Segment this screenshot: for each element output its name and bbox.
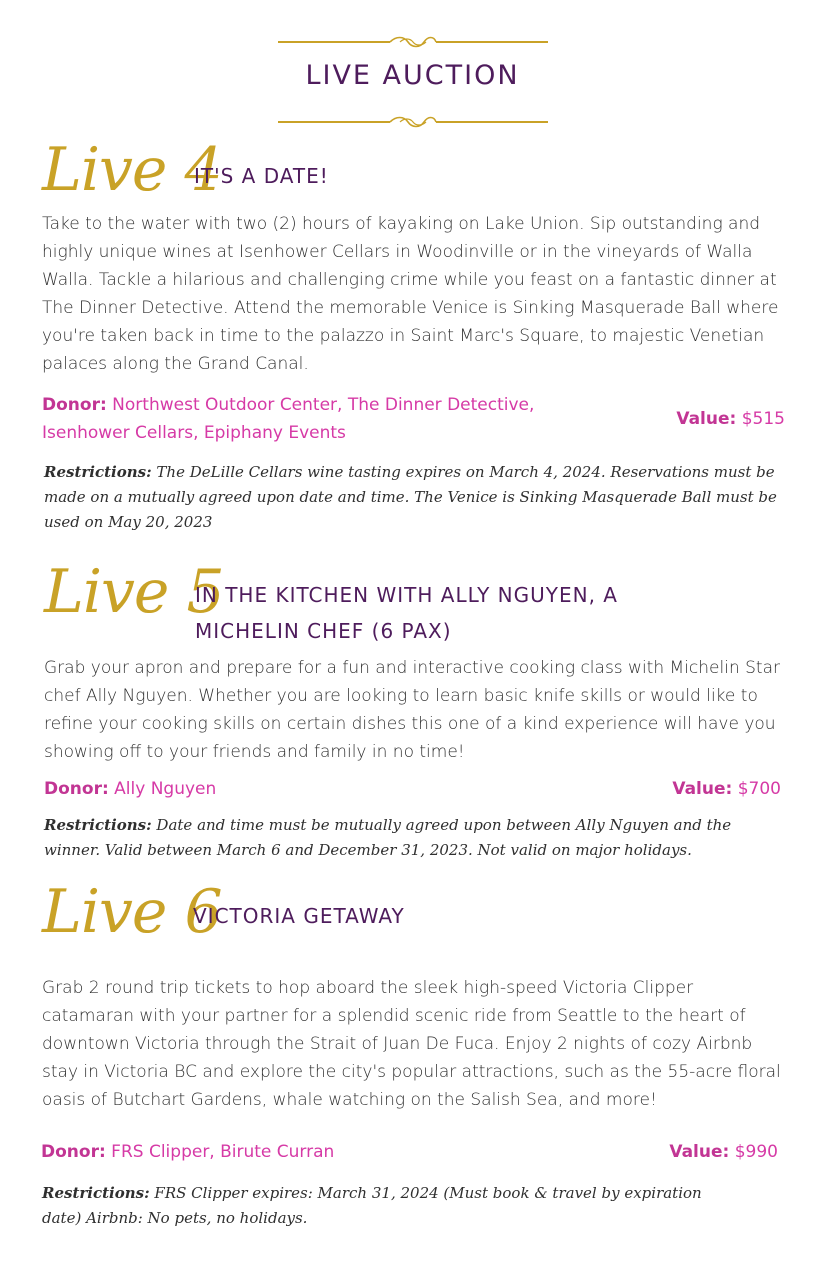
value-label: Value: [672, 779, 733, 799]
lot-title: IT'S A DATE! [194, 164, 329, 188]
donor-label: Donor: [41, 1142, 106, 1162]
donor-label: Donor: [42, 395, 107, 415]
donor-names: Northwest Outdoor Center, The Dinner Detective, Isenhower Cellars, Epiphany Events [42, 395, 535, 443]
restrictions-text: The DeLille Cellars wine tasting expires on March 4, 2024. Reservations must be made on a mutually agreed upon date and time. The Venice is Sinking Masquerade Ball must be used on May 20, 2023 [44, 463, 777, 531]
donor-names: Ally Nguyen [114, 779, 217, 799]
flourish-divider-bottom [278, 115, 548, 129]
lot-restrictions [42, 1181, 742, 1231]
restrictions-text: Date and time must be mutually agreed upon between Ally Nguyen and the winner. Valid between March 6 and December 31, 2023. Not valid on major holidays. [44, 816, 732, 859]
lot-badge: Live 6 [42, 877, 222, 947]
lot-description: Take to the water with two (2) hours of kayaking on Lake Union. Sip outstanding and highly unique wines at Isenhower Cellars in Woodinville or in the vineyards of Walla Walla. Tackle a hilarious and challenging crime while you feast on a fantastic dinner at The Dinner Detective. Attend the memorable Venice is Sinking Masquerade Ball where you're taken back in time to the palazzo in Saint Marc's Square, to majestic Venetian palaces along the Grand Canal. [42, 214, 779, 374]
value-amount: $990 [734, 1142, 778, 1162]
lot-description: Grab your apron and prepare for a fun and interactive cooking class with Michelin Star chef Ally Nguyen. Whether you are looking to learn basic knife skills or would like to refine your cooking skills on certain dishes this one of a kind experience will have you showing off to your friends and family in no time! [44, 658, 780, 762]
value-label: Value: [669, 1142, 730, 1162]
lot-value [600, 775, 781, 803]
lot-value [600, 1138, 778, 1166]
lot-donor [42, 391, 542, 447]
lot-title: VICTORIA GETAWAY [193, 904, 405, 928]
donor-label: Donor: [44, 779, 109, 799]
value-amount: $515 [741, 409, 785, 429]
donor-names: FRS Clipper, Birute Curran [111, 1142, 335, 1162]
lot-restrictions [44, 813, 789, 863]
lot-badge: Live 5 [44, 557, 224, 627]
lot-description: Grab 2 round trip tickets to hop aboard the sleek high-speed Victoria Clipper catamaran with your partner for a splendid scenic ride from Seattle to the heart of downtown Victoria through the Strait of Juan De Fuca. Enjoy 2 nights of cozy Airbnb stay in Victoria BC and explore the city's popular attractions, such as the 55-acre floral oasis of Butchart Gardens, whale watching on the Salish Sea, and more! [42, 978, 781, 1110]
lot-title: IN THE KITCHEN WITH ALLY NGUYEN, A MICHELIN CHEF (6 PAX) [195, 583, 618, 643]
flourish-divider-top [278, 35, 548, 49]
lot-restrictions [44, 460, 784, 535]
restrictions-label: Restrictions: [44, 816, 152, 834]
value-amount: $700 [737, 779, 781, 799]
value-label: Value: [676, 409, 737, 429]
restrictions-label: Restrictions: [42, 1184, 150, 1202]
restrictions-text: FRS Clipper expires: March 31, 2024 (Must book & travel by expiration date) Airbnb: No pets, no holidays. [42, 1184, 702, 1227]
lot-value [600, 405, 785, 433]
page-title: LIVE AUCTION [305, 60, 520, 91]
lot-donor [41, 1138, 541, 1166]
lot-donor [44, 775, 544, 803]
restrictions-label: Restrictions: [44, 463, 152, 481]
lot-badge: Live 4 [42, 135, 222, 205]
